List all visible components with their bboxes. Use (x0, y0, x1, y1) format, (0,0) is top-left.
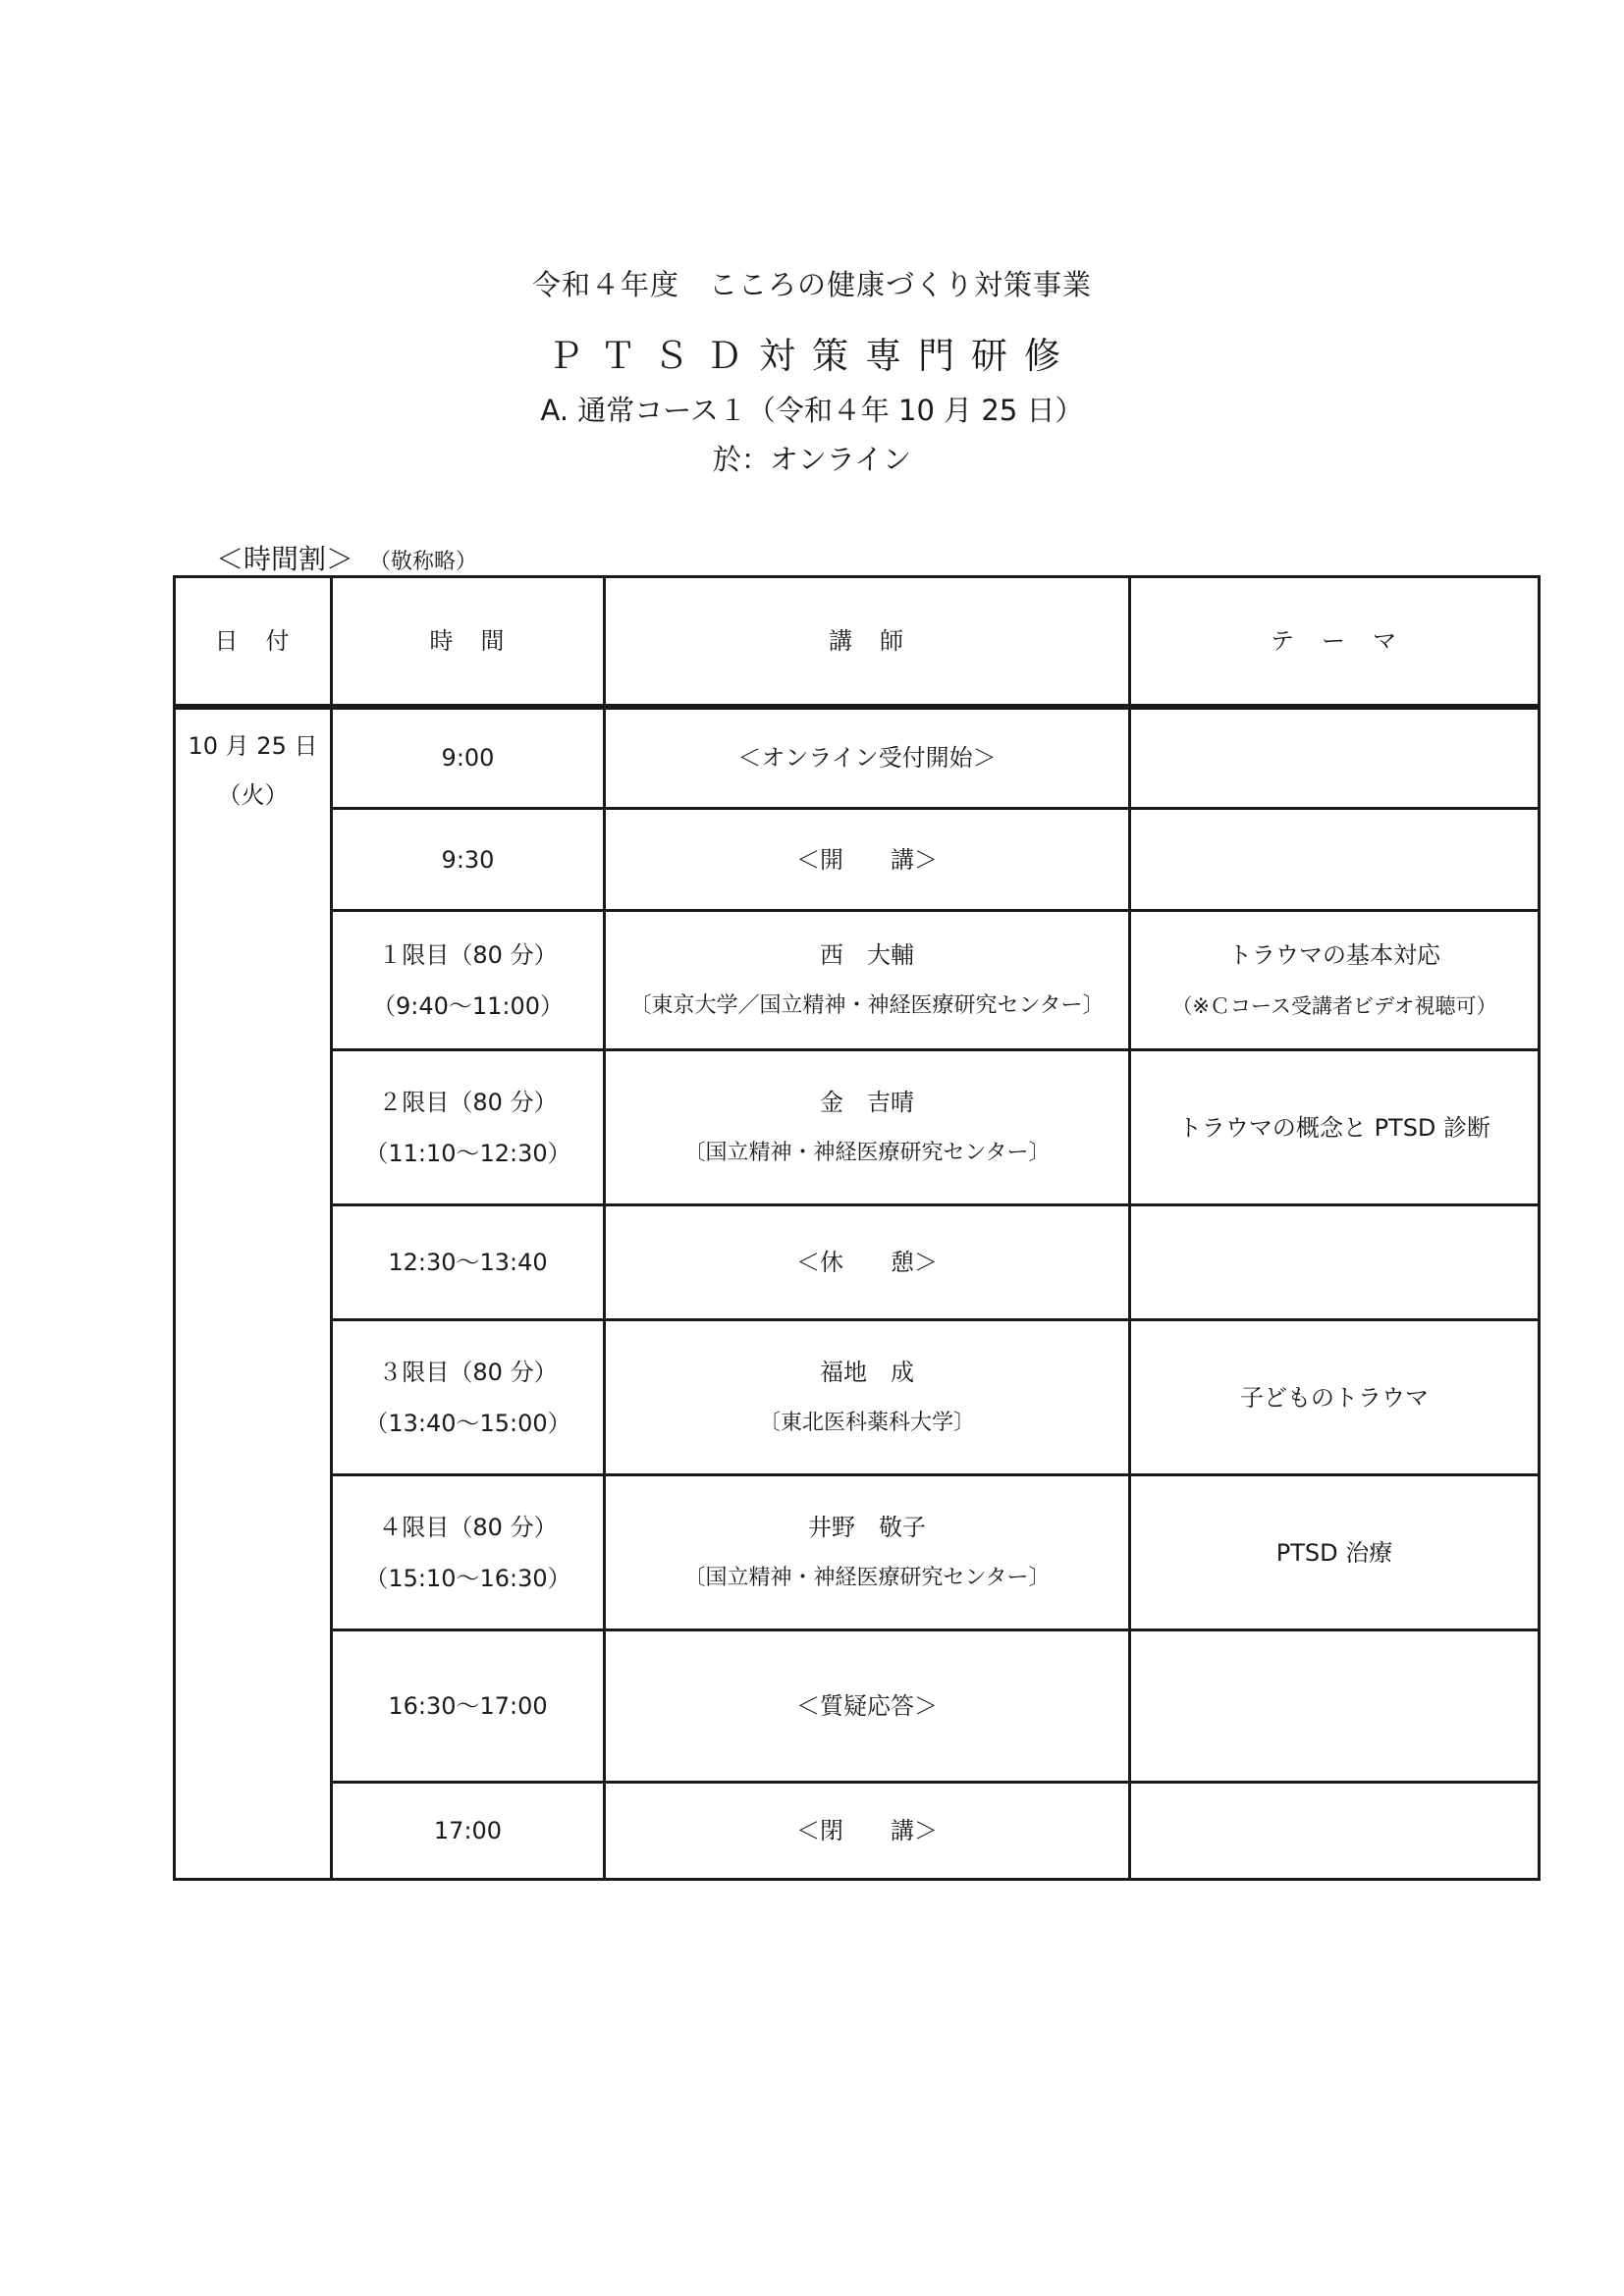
table-row (175, 1205, 1540, 1320)
instructor-cell (605, 1050, 1130, 1205)
time-cell (332, 911, 605, 1050)
time-cell: 9:30 (332, 809, 605, 911)
theme-cell (1130, 911, 1540, 1050)
instructor-name: 西 大輔 (820, 940, 914, 969)
table-row (175, 1050, 1540, 1205)
instructor-cell (605, 1320, 1130, 1475)
time-cell: 12:30～13:40 (332, 1205, 605, 1320)
event-cell: ＜閉 講＞ (605, 1783, 1130, 1880)
schedule-table (173, 575, 1541, 1881)
instructor-name: 井野 敬子 (808, 1513, 926, 1541)
theme-cell (1130, 809, 1540, 911)
table-row (175, 1630, 1540, 1783)
header-time: 時 間 (332, 577, 605, 707)
page-title: ＰＴＳＤ対策専門研修 (547, 335, 1077, 377)
time-range: （9:40～11:00） (371, 991, 565, 1020)
honorifics-note: （敬称略） (369, 550, 478, 574)
program-name: 令和４年度 こころの健康づくり対策事業 (531, 268, 1092, 301)
instructor-affiliation: 〔東京大学／国立精神・神経医療研究センター〕 (629, 992, 1105, 1018)
period-label: １限目（80 分） (378, 940, 558, 969)
period-label: ４限目（80 分） (378, 1513, 558, 1541)
venue-info: 於：オンライン (712, 443, 912, 476)
event-cell: ＜質疑応答＞ (605, 1630, 1130, 1783)
instructor-affiliation: 〔国立精神・神経医療研究センター〕 (683, 1565, 1051, 1590)
time-cell (332, 1475, 605, 1630)
period-label: ３限目（80 分） (378, 1358, 558, 1386)
instructor-affiliation: 〔東北医科薬科大学〕 (758, 1410, 975, 1435)
period-label: ２限目（80 分） (378, 1088, 558, 1116)
theme-cell (1130, 707, 1540, 809)
header-theme: テ ー マ (1130, 577, 1540, 707)
time-cell: 17:00 (332, 1783, 605, 1880)
theme-cell (1130, 1205, 1540, 1320)
instructor-name: 金 吉晴 (820, 1088, 914, 1116)
theme-cell (1130, 1630, 1540, 1783)
event-cell: ＜オンライン受付開始＞ (605, 707, 1130, 809)
table-row (175, 911, 1540, 1050)
theme-cell: 子どものトラウマ (1130, 1320, 1540, 1475)
theme-cell: トラウマの概念と PTSD 診断 (1130, 1050, 1540, 1205)
theme-cell: PTSD 治療 (1130, 1475, 1540, 1630)
table-row (175, 1475, 1540, 1630)
theme-cell (1130, 1783, 1540, 1880)
event-cell: ＜開 講＞ (605, 809, 1130, 911)
table-header-row (175, 577, 1540, 707)
course-info: A. 通常コース１（令和４年 10 月 25 日） (540, 394, 1084, 427)
time-range: （13:40～15:00） (364, 1409, 571, 1437)
instructor-affiliation: 〔国立精神・神経医療研究センター〕 (683, 1140, 1051, 1165)
instructor-name: 福地 成 (820, 1358, 914, 1386)
header-date: 日 付 (175, 577, 332, 707)
instructor-cell (605, 1475, 1130, 1630)
table-row (175, 1783, 1540, 1880)
theme-title: トラウマの基本対応 (1228, 940, 1440, 969)
table-row (175, 707, 1540, 809)
date-cell (175, 707, 332, 1880)
timetable-label: ＜時間割＞ (216, 543, 354, 575)
time-cell: 16:30～17:00 (332, 1630, 605, 1783)
theme-note: （※Ｃコース受講者ビデオ視聴可） (1171, 993, 1497, 1018)
timetable-heading (216, 538, 477, 577)
table-row (175, 809, 1540, 911)
time-range: （15:10～16:30） (364, 1564, 571, 1592)
event-cell: ＜休 憩＞ (605, 1205, 1130, 1320)
time-cell: 9:00 (332, 707, 605, 809)
date-value: 10 月 25 日 (188, 731, 318, 760)
time-range: （11:10～12:30） (364, 1139, 571, 1167)
table-row (175, 1320, 1540, 1475)
weekday-value: （火） (217, 780, 289, 809)
header-instructor: 講 師 (605, 577, 1130, 707)
instructor-cell (605, 911, 1130, 1050)
time-cell (332, 1050, 605, 1205)
time-cell (332, 1320, 605, 1475)
